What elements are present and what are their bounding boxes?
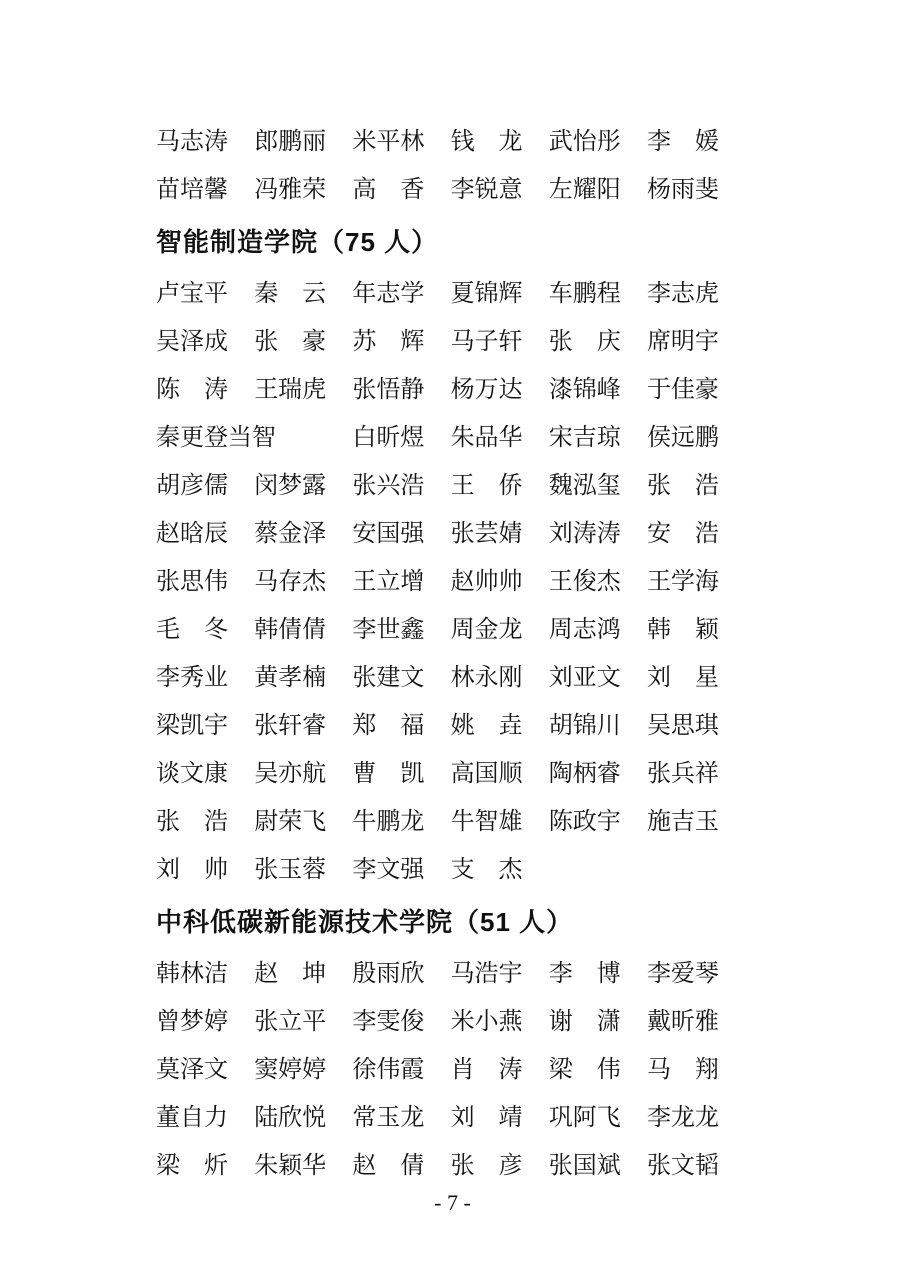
student-name: 黄孝楠: [254, 665, 327, 691]
student-name: 陈政宇: [548, 809, 621, 835]
student-name: 秦 云: [254, 281, 327, 307]
student-name: 李爱琴: [646, 961, 719, 987]
student-name: 王学海: [646, 569, 719, 595]
student-name: 李世鑫: [352, 617, 425, 643]
student-name: 杨雨斐: [646, 177, 719, 203]
student-name: 苗培馨: [156, 177, 228, 203]
student-name: 张建文: [352, 665, 425, 691]
student-name: 徐伟霞: [352, 1057, 425, 1083]
student-name: 郎鹏丽: [254, 129, 327, 155]
student-name: 马志涛: [156, 129, 228, 155]
name-row: [156, 1094, 719, 1142]
name-row: [156, 270, 719, 318]
student-name: 周金龙: [450, 617, 523, 643]
pre-section-name-rows: [156, 118, 719, 214]
student-name: 夏锦辉: [450, 281, 523, 307]
student-name: 张思伟: [156, 569, 228, 595]
student-name: 李文强: [352, 857, 425, 883]
student-name: 白昕煜: [352, 425, 425, 451]
student-name: 赵 坤: [254, 961, 327, 987]
name-row: [156, 702, 719, 750]
student-name: 张悟静: [352, 377, 425, 403]
name-row: [156, 750, 719, 798]
student-name: 毛 冬: [156, 617, 228, 643]
student-name: 武怡彤: [548, 129, 621, 155]
student-name: 戴昕雅: [646, 1009, 719, 1035]
student-name: 吴亦航: [254, 761, 327, 787]
student-name: 梁 伟: [548, 1057, 621, 1083]
student-name: 蔡金泽: [254, 521, 327, 547]
student-name: 张国斌: [548, 1153, 621, 1179]
student-name: 周志鸿: [548, 617, 621, 643]
student-name: 梁 炘: [156, 1153, 228, 1179]
student-name: 牛智雄: [450, 809, 523, 835]
student-name: 车鹏程: [548, 281, 621, 307]
student-name: 秦更登当智: [156, 425, 276, 451]
student-name: 侯远鹏: [646, 425, 719, 451]
student-name: 刘 靖: [450, 1105, 523, 1131]
student-name: 张 浩: [156, 809, 228, 835]
student-name: 赵 倩: [352, 1153, 425, 1179]
student-name: 左耀阳: [548, 177, 621, 203]
section-heading-low-carbon-energy: 中科低碳新能源技术学院（51 人）: [156, 907, 574, 937]
student-name: 陈 涛: [156, 377, 228, 403]
name-row: [156, 1046, 719, 1094]
student-name: 胡锦川: [548, 713, 621, 739]
page-number: - 7 -: [434, 1190, 471, 1215]
name-row: [156, 798, 719, 846]
student-name: 张玉蓉: [254, 857, 327, 883]
student-name: 魏泓玺: [548, 473, 621, 499]
student-name: 张 豪: [254, 329, 327, 355]
student-name: 吴泽成: [156, 329, 228, 355]
name-row: [156, 414, 719, 462]
student-name: 王瑞虎: [254, 377, 327, 403]
student-name: 赵帅帅: [450, 569, 523, 595]
name-row: [156, 998, 719, 1046]
student-name: 张立平: [254, 1009, 327, 1035]
student-name: 韩倩倩: [254, 617, 327, 643]
name-row: [156, 558, 719, 606]
student-name: 杨万达: [450, 377, 523, 403]
student-name: 赵晗辰: [156, 521, 228, 547]
section-heading-smart-manufacturing: 智能制造学院（75 人）: [156, 227, 439, 257]
student-name: 郑 福: [352, 713, 425, 739]
student-name: 卢宝平: [156, 281, 228, 307]
student-name: 支 杰: [450, 857, 523, 883]
student-name: 马 翔: [646, 1057, 719, 1083]
student-name: 陆欣悦: [254, 1105, 327, 1131]
student-name: 王 侨: [450, 473, 523, 499]
student-name: 米小燕: [450, 1009, 523, 1035]
name-row: [156, 166, 719, 214]
student-name: 韩林洁: [156, 961, 228, 987]
student-name: 刘亚文: [548, 665, 621, 691]
student-name: 李志虎: [646, 281, 719, 307]
student-name: 于佳豪: [646, 377, 719, 403]
name-row: [156, 118, 719, 166]
student-name: 马浩宇: [450, 961, 523, 987]
student-name: 钱 龙: [450, 129, 523, 155]
student-name: 王立增: [352, 569, 425, 595]
student-name: 闵梦露: [254, 473, 327, 499]
student-name: 席明宇: [646, 329, 719, 355]
student-name: 高国顺: [450, 761, 523, 787]
name-row: [156, 606, 719, 654]
student-name: 曾梦婷: [156, 1009, 228, 1035]
student-name: 李雯俊: [352, 1009, 425, 1035]
student-name: 姚 垚: [450, 713, 523, 739]
name-row: [156, 846, 719, 894]
student-name: 高 香: [352, 177, 425, 203]
student-name: 宋吉琼: [548, 425, 621, 451]
student-name: 张兵祥: [646, 761, 719, 787]
student-name: 窦婷婷: [254, 1057, 327, 1083]
name-row: [156, 366, 719, 414]
name-list-content: [156, 118, 719, 1190]
student-name: 牛鹏龙: [352, 809, 425, 835]
student-name: 张兴浩: [352, 473, 425, 499]
name-row: [156, 950, 719, 998]
student-name: 肖 涛: [450, 1057, 523, 1083]
student-name: 张 彦: [450, 1153, 523, 1179]
student-name: 朱品华: [450, 425, 523, 451]
student-name: 刘 星: [646, 665, 719, 691]
student-name: 莫泽文: [156, 1057, 228, 1083]
student-name: 张轩睿: [254, 713, 327, 739]
name-row: [156, 318, 719, 366]
student-name: 王俊杰: [548, 569, 621, 595]
name-row: [156, 1142, 719, 1190]
student-name: 常玉龙: [352, 1105, 425, 1131]
student-name: 林永刚: [450, 665, 523, 691]
section-name-rows-low-carbon-energy: [156, 950, 719, 1190]
student-name: 殷雨欣: [352, 961, 425, 987]
student-name: 董自力: [156, 1105, 228, 1131]
student-name: 米平林: [352, 129, 425, 155]
student-name: 谈文康: [156, 761, 228, 787]
student-name: 朱颖华: [254, 1153, 327, 1179]
student-name: 尉荣飞: [254, 809, 327, 835]
student-name: 刘涛涛: [548, 521, 621, 547]
student-name: 张 庆: [548, 329, 621, 355]
student-name: 吴思琪: [646, 713, 719, 739]
student-name: 刘 帅: [156, 857, 228, 883]
student-name: 年志学: [352, 281, 425, 307]
student-name: 胡彦儒: [156, 473, 228, 499]
student-name: 施吉玉: [646, 809, 719, 835]
student-name: 李 博: [548, 961, 621, 987]
student-name: 苏 辉: [352, 329, 425, 355]
student-name: 曹 凯: [352, 761, 425, 787]
name-row: [156, 462, 719, 510]
student-name: 张文韬: [646, 1153, 719, 1179]
student-name: 安 浩: [646, 521, 719, 547]
student-name: 冯雅荣: [254, 177, 327, 203]
student-name: 李龙龙: [646, 1105, 719, 1131]
student-name: 梁凯宇: [156, 713, 228, 739]
student-name: 安国强: [352, 521, 425, 547]
student-name: 马存杰: [254, 569, 327, 595]
name-row: [156, 510, 719, 558]
student-name: 巩阿飞: [548, 1105, 621, 1131]
student-name: 漆锦峰: [548, 377, 621, 403]
student-name: 马子轩: [450, 329, 523, 355]
student-name: 陶柄睿: [548, 761, 621, 787]
student-name: 李 媛: [646, 129, 719, 155]
student-name: 张芸婧: [450, 521, 523, 547]
student-name: 韩 颖: [646, 617, 719, 643]
student-name: 谢 潇: [548, 1009, 621, 1035]
name-row: [156, 654, 719, 702]
student-name: 李锐意: [450, 177, 523, 203]
section-name-rows-smart-manufacturing: [156, 270, 719, 894]
student-name: 张 浩: [646, 473, 719, 499]
student-name: 李秀业: [156, 665, 228, 691]
